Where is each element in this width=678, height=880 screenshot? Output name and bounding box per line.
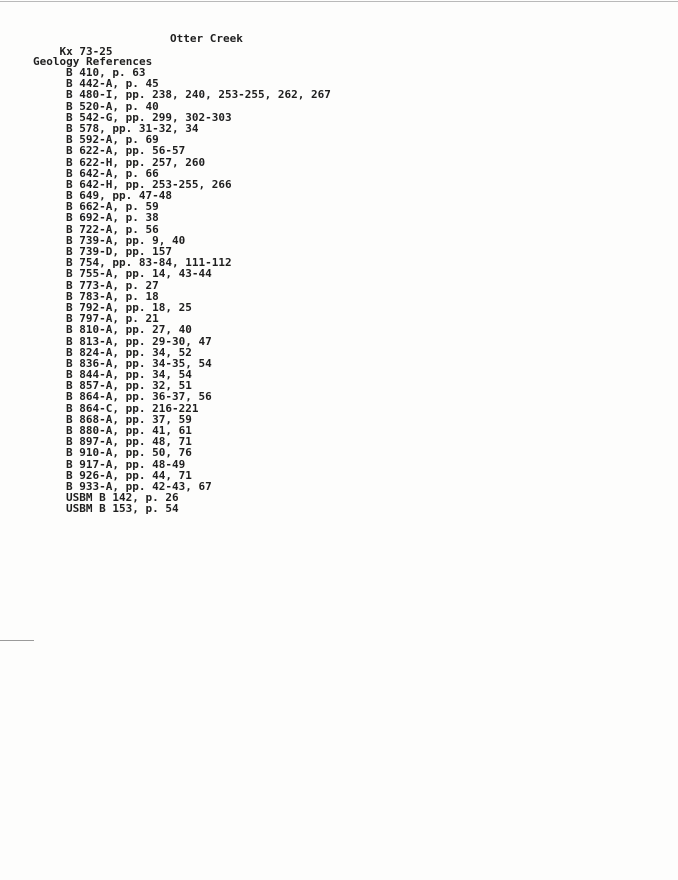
reference-item: B 880-A, pp. 41, 61 [66,424,192,437]
reference-item: B 642-A, p. 66 [66,166,159,180]
margin-rule [0,640,34,641]
reference-item: B 622-A, pp. 56-57 [66,144,186,158]
reference-item: B 542-G, pp. 299, 302-303 [66,110,232,124]
reference-item: B 722-A, p. 56 [66,222,159,236]
reference-item: USBM B 142, p. 26 [66,491,179,505]
card-id: Kx 73-25 [59,45,113,58]
reference-item: B 783-A, p. 18 [66,289,159,303]
reference-item: B 410, p. 63 [66,66,146,79]
reference-item: B 622-H, pp. 257, 260 [66,155,206,169]
reference-item: B 442-A, p. 45 [66,77,159,91]
location-name: Otter Creek [170,32,243,45]
reference-item: B 917-A, pp. 48-49 [66,457,186,471]
reference-item: B 844-A, pp. 34, 54 [66,368,192,382]
reference-item: B 864-C, pp. 216-221 [66,401,199,415]
reference-item: B 578, pp. 31-32, 34 [66,121,199,135]
section-title: Geology References [33,55,153,68]
reference-item: B 864-A, pp. 36-37, 56 [66,390,212,404]
reference-item: B 824-A, pp. 34, 52 [66,345,192,359]
reference-item: B 836-A, pp. 34-35, 54 [66,356,212,370]
reference-item: B 933-A, pp. 42-43, 67 [66,479,212,493]
reference-item: USBM B 153, p. 54 [66,502,179,516]
reference-item: B 480-I, pp. 238, 240, 253-255, 262, 267 [66,88,331,102]
reference-list [66,67,331,515]
reference-item: B 868-A, pp. 37, 59 [66,412,192,426]
reference-item: B 649, pp. 47-48 [66,189,172,203]
reference-item: B 792-A, pp. 18, 25 [66,300,192,314]
reference-item: B 813-A, pp. 29-30, 47 [66,334,212,348]
reference-item: B 754, pp. 83-84, 111-112 [66,256,232,270]
reference-item: B 755-A, pp. 14, 43-44 [66,267,212,281]
reference-item: B 910-A, pp. 50, 76 [66,446,192,460]
reference-item: B 810-A, pp. 27, 40 [66,323,192,337]
reference-item: B 897-A, pp. 48, 71 [66,435,192,449]
reference-item: B 692-A, p. 38 [66,211,159,225]
top-border-line [0,1,678,2]
reference-item: B 857-A, pp. 32, 51 [66,379,192,393]
reference-item: B 662-A, p. 59 [66,200,159,214]
reference-item: B 797-A, p. 21 [66,312,159,326]
reference-item: B 926-A, pp. 44, 71 [66,468,192,482]
reference-item: B 520-A, p. 40 [66,99,159,113]
reference-item: B 642-H, pp. 253-255, 266 [66,177,232,191]
reference-item: B 592-A, p. 69 [66,133,159,147]
reference-item: B 773-A, p. 27 [66,278,159,292]
reference-item: B 739-D, pp. 157 [66,245,172,258]
reference-item: B 739-A, pp. 9, 40 [66,233,186,247]
